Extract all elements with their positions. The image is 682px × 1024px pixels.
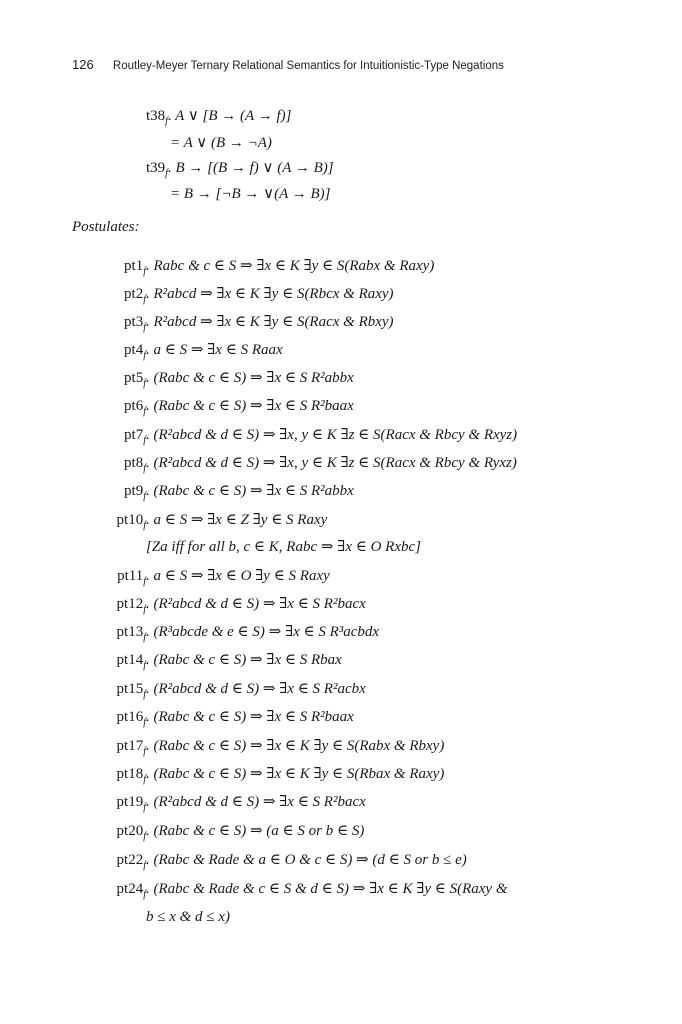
postulate-line — [90, 765, 444, 789]
postulate-formula: . (R²abcd & d ∈ S) ⇒ ∃x ∈ S R²bacx — [146, 596, 366, 612]
postulate-formula: . (R²abcd & d ∈ S) ⇒ ∃x, y ∈ K ∃z ∈ S(Racx & Rbcy & Rxyz) — [146, 427, 518, 443]
postulate-label: $pt12_f$ — [116, 596, 146, 615]
postulate-label: $pt20_f$ — [116, 823, 146, 842]
postulate-line — [90, 595, 366, 619]
page-number: 126 — [72, 57, 94, 72]
thesis-formula: = A ∨ (B → ¬A) — [170, 135, 272, 151]
postulate-label: $pt2_f$ — [124, 286, 146, 305]
postulate-line — [90, 623, 379, 647]
thesis-line — [170, 185, 331, 203]
postulate-formula: . (Rabc & c ∈ S) ⇒ ∃x ∈ S R²baax — [146, 398, 354, 414]
postulate-formula: . (Rabc & Rade & c ∈ S & d ∈ S) ⇒ ∃x ∈ K ∃y ∈ S(Raxy & — [146, 881, 508, 897]
postulate-line — [90, 851, 467, 875]
postulate-label: $pt5_f$ — [124, 370, 146, 389]
postulate-formula: . (Rabc & c ∈ S) ⇒ ∃x ∈ K ∃y ∈ S(Rbax & Raxy) — [146, 766, 445, 782]
postulate-line — [90, 822, 364, 846]
postulate-line — [90, 708, 354, 732]
postulate-formula: . a ∈ S ⇒ ∃x ∈ S Raax — [146, 342, 283, 358]
postulate-line — [90, 737, 444, 761]
thesis-label: $t38_f$ — [146, 108, 168, 127]
postulate-line — [90, 426, 517, 450]
postulate-formula: . (Rabc & c ∈ S) ⇒ ∃x ∈ S R²abbx — [146, 483, 354, 499]
postulate-line — [90, 313, 394, 337]
postulate-formula: . (R²abcd & d ∈ S) ⇒ ∃x ∈ S R²acbx — [146, 681, 366, 697]
postulate-formula: . Rabc & c ∈ S ⇒ ∃x ∈ K ∃y ∈ S(Rabx & Raxy) — [146, 258, 435, 274]
postulates-heading: Postulates: — [72, 219, 140, 235]
postulate-formula: . a ∈ S ⇒ ∃x ∈ O ∃y ∈ S Raxy — [146, 568, 330, 584]
postulate-label: $pt7_f$ — [124, 427, 146, 446]
postulate-line — [90, 880, 508, 904]
thesis-formula: . B → [(B → f) ∨ (A → B)] — [167, 160, 334, 176]
postulate-formula: . (Rabc & Rade & a ∈ O & c ∈ S) ⇒ (d ∈ S or b ≤ e) — [146, 852, 467, 868]
postulate-formula: . a ∈ S ⇒ ∃x ∈ Z ∃y ∈ S Raxy — [146, 512, 328, 528]
postulate-label: $pt8_f$ — [124, 455, 146, 474]
postulate-formula: . (Rabc & c ∈ S) ⇒ ∃x ∈ S R²baax — [146, 709, 354, 725]
postulate-formula: . (R³abcde & e ∈ S) ⇒ ∃x ∈ S R³acbdx — [146, 624, 380, 640]
postulate-label: $pt18_f$ — [116, 766, 146, 785]
postulate-line — [90, 651, 342, 675]
postulate-line — [90, 285, 394, 309]
postulate-label: $pt6_f$ — [124, 398, 146, 417]
postulate-label: $pt17_f$ — [116, 738, 146, 757]
postulate-label: $pt15_f$ — [116, 681, 146, 700]
postulate-formula: . R²abcd ⇒ ∃x ∈ K ∃y ∈ S(Rbcx & Raxy) — [146, 286, 394, 302]
postulate-formula: b ≤ x & d ≤ x) — [146, 909, 230, 925]
postulate-formula: . (R²abcd & d ∈ S) ⇒ ∃x, y ∈ K ∃z ∈ S(Racx & Rbcy & Ryxz) — [146, 455, 517, 471]
postulate-formula: . (Rabc & c ∈ S) ⇒ ∃x ∈ S Rbax — [146, 652, 342, 668]
postulate-line — [146, 908, 230, 926]
postulate-formula: . (Rabc & c ∈ S) ⇒ (a ∈ S or b ∈ S) — [146, 823, 365, 839]
postulate-label: $pt19_f$ — [116, 794, 146, 813]
postulate-label: $pt9_f$ — [124, 483, 146, 502]
running-header — [72, 57, 504, 72]
running-title: Routley-Meyer Ternary Relational Semantics for Intuitionistic-Type Negations — [112, 60, 504, 72]
postulate-line — [90, 567, 330, 591]
postulate-label: $pt16_f$ — [116, 709, 146, 728]
postulate-line — [90, 482, 354, 506]
postulate-label: $pt14_f$ — [116, 652, 146, 671]
postulate-line — [90, 680, 366, 704]
postulate-line — [146, 538, 421, 556]
thesis-label: $t39_f$ — [146, 160, 168, 179]
postulate-formula: [Za iff for all b, c ∈ K, Rabc ⇒ ∃x ∈ O Rxbc] — [146, 539, 421, 555]
postulate-label: $pt4_f$ — [124, 342, 146, 361]
postulate-label: $pt13_f$ — [116, 624, 146, 643]
postulate-line — [90, 454, 517, 478]
postulate-line — [90, 341, 283, 365]
postulate-label: $pt22_f$ — [116, 852, 146, 871]
thesis-line — [146, 107, 291, 131]
thesis-formula: = B → [¬B → ∨(A → B)] — [170, 186, 331, 202]
postulate-line — [90, 369, 354, 393]
thesis-line — [170, 134, 272, 152]
thesis-formula: . A ∨ [B → (A → f)] — [167, 108, 292, 124]
postulate-line — [90, 257, 434, 281]
thesis-line — [146, 159, 334, 183]
postulate-label: $pt3_f$ — [124, 314, 146, 333]
postulate-label: $pt24_f$ — [116, 881, 146, 900]
postulate-formula: . (R²abcd & d ∈ S) ⇒ ∃x ∈ S R²bacx — [146, 794, 366, 810]
postulate-line — [90, 397, 354, 421]
postulate-formula: . (Rabc & c ∈ S) ⇒ ∃x ∈ K ∃y ∈ S(Rabx & Rbxy) — [146, 738, 445, 754]
postulate-line — [90, 511, 327, 535]
postulate-formula: . R²abcd ⇒ ∃x ∈ K ∃y ∈ S(Racx & Rbxy) — [146, 314, 394, 330]
postulate-formula: . (Rabc & c ∈ S) ⇒ ∃x ∈ S R²abbx — [146, 370, 354, 386]
postulate-label: $pt10_f$ — [116, 512, 146, 531]
postulate-line — [90, 793, 366, 817]
postulate-label: $pt1_f$ — [124, 258, 146, 277]
postulate-label: $pt11_f$ — [117, 568, 146, 587]
